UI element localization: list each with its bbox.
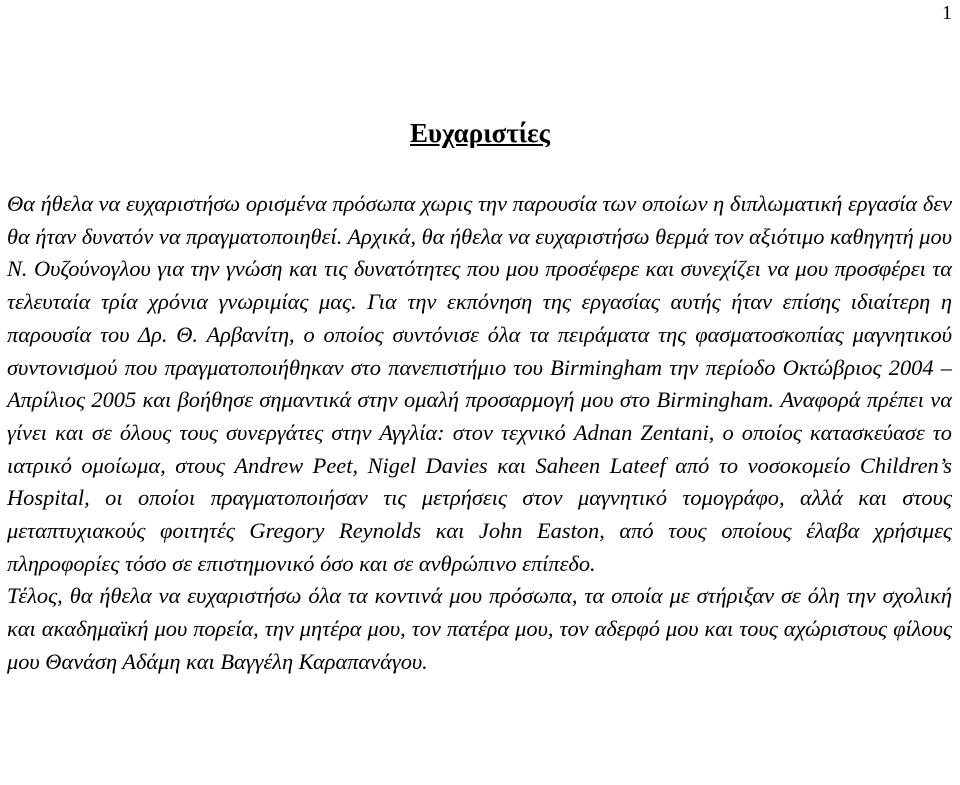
body-text — [7, 188, 952, 679]
paragraph-acknowledgements: Θα ήθελα να ευχαριστήσω ορισμένα πρόσωπα χωρις την παρουσία των οποίων η διπλωματική εργασία δεν θα ήταν δυνατόν να πραγματοποιηθεί. Αρχικά, θα ήθελα να ευχαριστήσω θερμά τον αξιότιμο καθηγητή μου Ν. Ουζούνογλου για την γνώση και τις δυνατότητες που μου προσέφερε και συνεχίζει να μου προσφέρει τα τελευταία τρία χρόνια γνωριμίας μας. Για την εκπόνηση της εργασίας αυτής ήταν επίσης ιδιαίτερη η παρουσία του Δρ. Θ. Αρβανίτη, ο οποίος συντόνισε όλα τα πειράματα της φασματοσκοπίας μαγνητικού συντονισμού που πραγματοποιήθηκαν στο πανεπιστήμιο του Birmingham την περίοδο Οκτώβριος 2004 – Απρίλιος 2005 και βοήθησε σημαντικά στην ομαλή προσαρμογή μου στο Birmingham. Αναφορά πρέπει να γίνει και σε όλους τους συνεργάτες στην Αγγλία: στον τεχνικό Adnan Zentani, ο οποίος κατασκεύασε το ιατρικό ομοίωμα, στους Andrew Peet, Nigel Davies και Saheen Lateef από το νοσοκομείο Children’s Hospital, οι οποίοι πραγματοποιήσαν τις μετρήσεις στον μαγνητικό τομογράφο, αλλά και στους μεταπτυχιακούς φοιτητές Gregory Reynolds και John Easton, από τους οποίους έλαβα χρήσιμες πληροφορίες τόσο σε επιστημονικό όσο και σε ανθρώπινο επίπεδο. — [7, 191, 952, 576]
paragraph-closing: Τέλος, θα ήθελα να ευχαριστήσω όλα τα κοντινά μου πρόσωπα, τα οποία με στήριξαν σε όλη την σχολική και ακαδημαϊκή μου πορεία, την μητέρα μου, τον πατέρα μου, τον αδερφό μου και τους αχώριστους φίλους μου Θανάση Αδάμη και Βαγγέλη Καραπανάγου. — [7, 583, 952, 674]
page-title: Ευχαριστίες — [409, 118, 551, 148]
page-number: 1 — [942, 2, 952, 24]
